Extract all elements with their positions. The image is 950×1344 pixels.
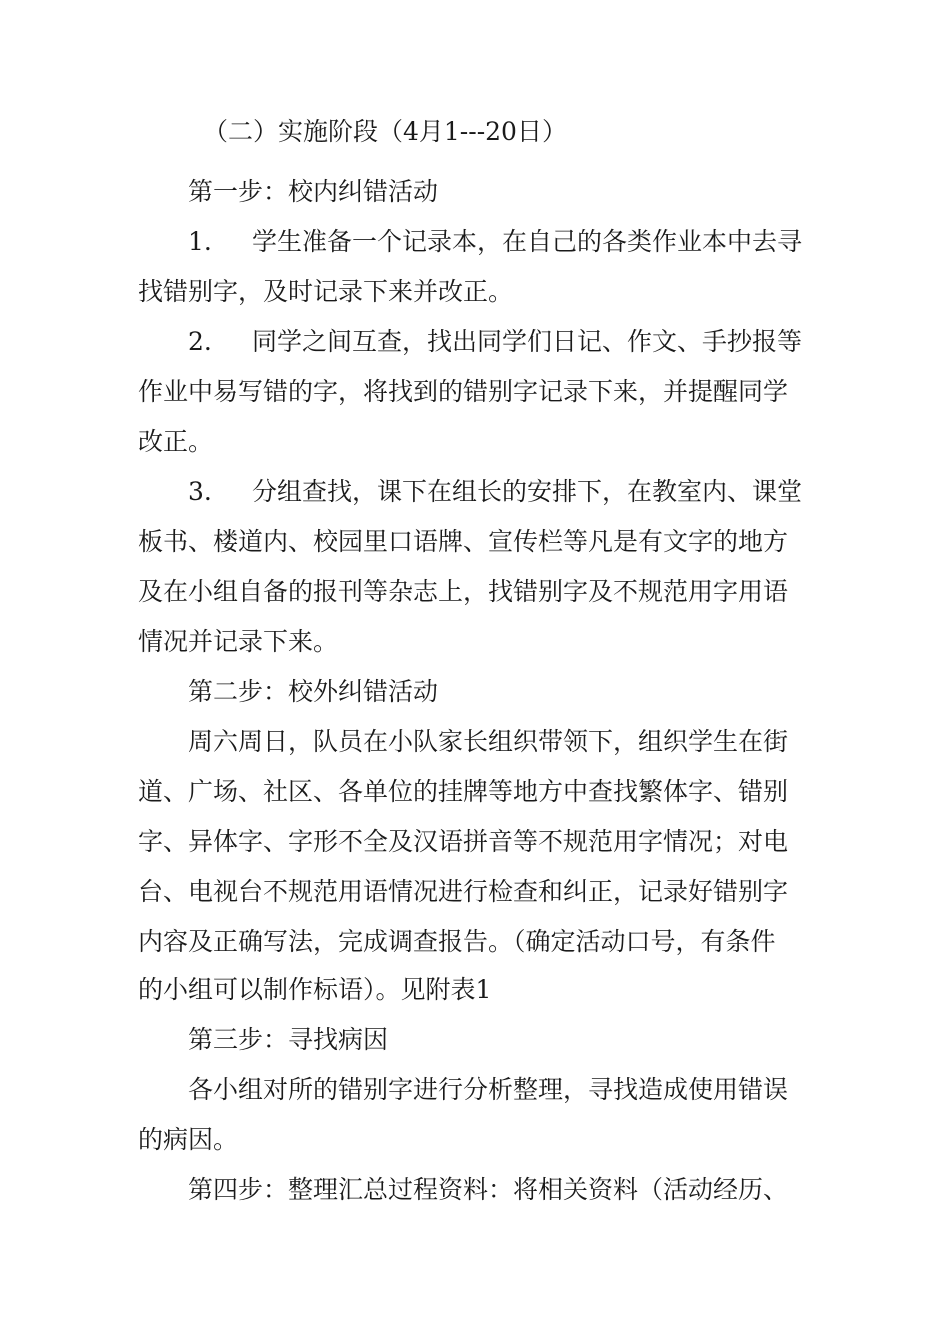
item1-number: 1. [188,227,212,256]
step2-title: 第二步：校外纠错活动 [188,677,439,706]
step2-line3: 字、异体字、字形不全及汉语拼音等不规范用字情况；对电 [138,827,789,856]
item3-line1 [0,475,802,509]
step2-line6: 的小组可以制作标语）。见附表1 [138,975,492,1004]
item1-text: 学生准备一个记录本，在自己的各类作业本中去寻 [252,227,803,256]
item3-number: 3. [188,477,212,506]
step2-line5: 内容及正确写法，完成调查报告。（确定活动口号，有条件 [138,927,776,956]
step3-line2: 的病因。 [138,1125,239,1154]
item1-line1 [0,225,802,259]
item3-text: 分组查找，课下在组长的安排下，在教室内、课堂 [252,477,803,506]
item2-line3: 改正。 [138,427,214,456]
item3-line3: 及在小组自备的报刊等杂志上，找错别字及不规范用字用语 [138,577,789,606]
step2-line2: 道、广场、社区、各单位的挂牌等地方中查找繁体字、错别 [138,777,789,806]
item2-number: 2. [188,327,212,356]
item2-text: 同学之间互查，找出同学们日记、作文、手抄报等 [252,327,803,356]
step1-title: 第一步：校内纠错活动 [188,177,439,206]
item2-line2: 作业中易写错的字，将找到的错别字记录下来，并提醒同学 [138,377,789,406]
item3-line2: 板书、楼道内、校园里口语牌、宣传栏等凡是有文字的地方 [138,527,789,556]
step2-line4: 台、电视台不规范用语情况进行检查和纠正，记录好错别字 [138,877,789,906]
step2-line1: 周六周日，队员在小队家长组织带领下，组织学生在街 [188,727,789,756]
item3-line4: 情况并记录下来。 [138,627,339,656]
section-heading: （二）实施阶段（4月1---20日） [203,117,567,146]
item2-line1 [0,325,802,359]
step3-title: 第三步：寻找病因 [188,1025,389,1054]
item1-line2: 找错别字，及时记录下来并改正。 [138,277,514,306]
step4-line1: 第四步：整理汇总过程资料：将相关资料（活动经历、 [188,1175,789,1204]
step3-line1: 各小组对所的错别字进行分析整理，寻找造成使用错误 [188,1075,789,1104]
